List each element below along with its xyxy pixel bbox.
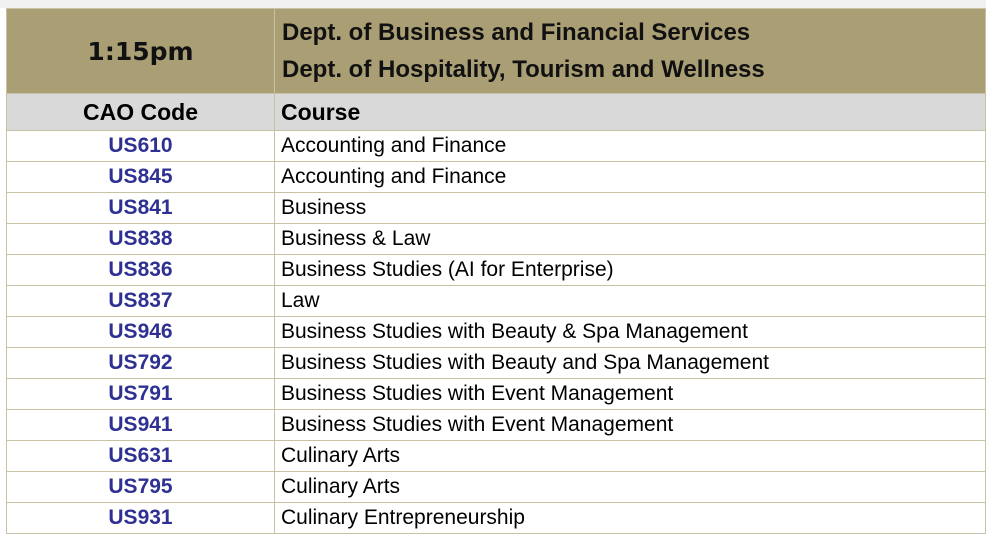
cao-code-cell: US946 — [7, 317, 275, 348]
time-slot: 1:15pm — [7, 9, 275, 94]
course-name-cell: Culinary Arts — [275, 472, 986, 503]
table-row — [7, 131, 986, 162]
course-rows — [7, 131, 986, 534]
cao-code-cell: US941 — [7, 410, 275, 441]
course-name-cell: Business Studies (AI for Enterprise) — [275, 255, 986, 286]
course-name-cell: Business Studies with Event Management — [275, 379, 986, 410]
course-name-cell: Business — [275, 193, 986, 224]
table-row — [7, 224, 986, 255]
department-name: Dept. of Hospitality, Tourism and Wellness — [282, 56, 765, 83]
table-row — [7, 410, 986, 441]
cao-code-cell: US631 — [7, 441, 275, 472]
time-slot-header-row — [7, 9, 986, 94]
course-name-cell: Culinary Entrepreneurship — [275, 503, 986, 534]
cao-code-cell: US610 — [7, 131, 275, 162]
course-name-cell: Business Studies with Event Management — [275, 410, 986, 441]
cao-code-cell: US792 — [7, 348, 275, 379]
course-name-cell: Business Studies with Beauty & Spa Management — [275, 317, 986, 348]
cao-code-cell: US838 — [7, 224, 275, 255]
course-name-cell: Business & Law — [275, 224, 986, 255]
course-name-cell: Business Studies with Beauty and Spa Management — [275, 348, 986, 379]
cao-code-cell: US837 — [7, 286, 275, 317]
column-header-row — [7, 94, 986, 131]
table-row — [7, 255, 986, 286]
top-strip — [0, 0, 986, 8]
cao-code-cell: US931 — [7, 503, 275, 534]
column-header-course: Course — [275, 94, 986, 131]
department-name: Dept. of Business and Financial Services — [282, 19, 751, 46]
table-row — [7, 379, 986, 410]
cao-code-cell: US841 — [7, 193, 275, 224]
table-row — [7, 193, 986, 224]
table-row — [7, 348, 986, 379]
course-name-cell: Culinary Arts — [275, 441, 986, 472]
table-row — [7, 472, 986, 503]
column-header-cao-code: CAO Code — [7, 94, 275, 131]
course-name-cell: Accounting and Finance — [275, 131, 986, 162]
course-name-cell: Accounting and Finance — [275, 162, 986, 193]
cao-code-cell: US791 — [7, 379, 275, 410]
table-row — [7, 441, 986, 472]
table-row — [7, 162, 986, 193]
course-name-cell: Law — [275, 286, 986, 317]
table-row — [7, 286, 986, 317]
table-row — [7, 317, 986, 348]
table-row — [7, 503, 986, 534]
department-names — [275, 9, 986, 94]
cao-code-cell: US836 — [7, 255, 275, 286]
cao-code-cell: US795 — [7, 472, 275, 503]
cao-code-cell: US845 — [7, 162, 275, 193]
course-schedule-table — [6, 8, 986, 534]
